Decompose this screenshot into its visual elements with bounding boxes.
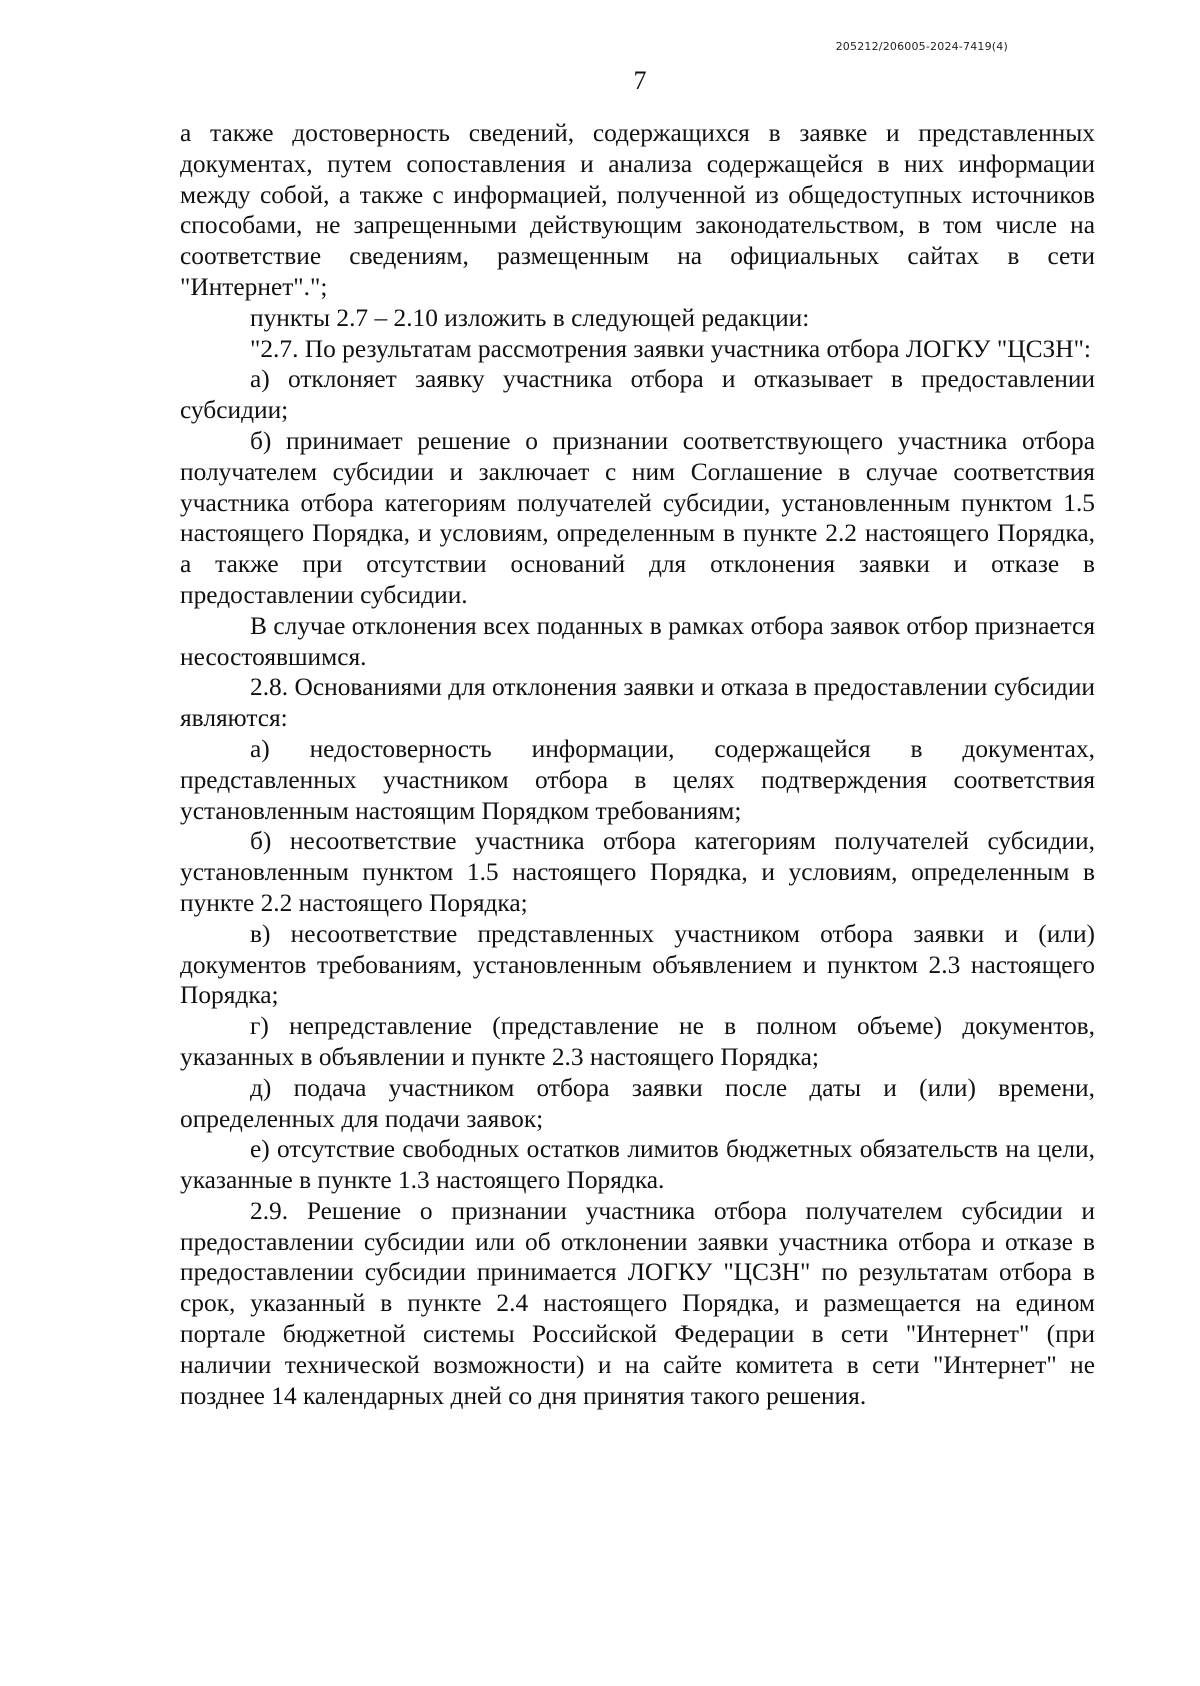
page-number: 7 [633, 66, 647, 95]
paragraph: 2.9. Решение о признании участника отбора получателем субсидии и предоставлении субсидии или об отклонении заявки участника отбора и отказе в предоставлении субсидии принимается ЛОГКУ "ЦСЗН" по результатам отбора в срок, указанный в пункте 2.4 настоящего Порядка, и размещается на едином портале бюджетной системы Российской Федерации в сети "Интернет" (при наличии технической возможности) и на сайте комитета в сети "Интернет" не позднее 14 календарных дней со дня принятия такого решения. [180, 1196, 1095, 1410]
document-id: 205212/206005-2024-7419(4) [835, 40, 1008, 53]
paragraph: г) непредставление (представление не в полном объеме) документов, указанных в объявлении и пункте 2.3 настоящего Порядка; [180, 1012, 1095, 1071]
paragraph: а) отклоняет заявку участника отбора и отказывает в предоставлении субсидии; [180, 365, 1095, 425]
paragraph: б) принимает решение о признании соответствующего участника отбора получателем субсидии и заключает с ним Соглашение в случае соответствия участника отбора категориям получателей субсидии, установленным пунктом 1.5 настоящего Порядка, и условиям, определенным в пункте 2.2 настоящего Порядка, а также при отсутствии оснований для отклонения заявки и отказе в предоставлении субсидии. [180, 426, 1095, 609]
paragraph: е) отсутствие свободных остатков лимитов бюджетных обязательств на цели, указанные в пункте 1.3 настоящего Порядка. [180, 1135, 1095, 1195]
paragraph: б) несоответствие участника отбора категориям получателей субсидии, установленным пунктом 1.5 настоящего Порядка, и условиям, определенным в пункте 2.2 настоящего Порядка; [180, 827, 1095, 917]
paragraph: д) подача участником отбора заявки после даты и (или) времени, определенных для подачи заявок; [180, 1073, 1095, 1133]
paragraph: а также достоверность сведений, содержащихся в заявке и представленных документах, путем сопоставления и анализа содержащейся в них информации между собой, а также с информацией, полученной из общедоступных источников способами, не запрещенными действующим законодательством, в том числе на соответствие сведениям, размещенным на официальных сайтах в сети "Интернет"."; [180, 119, 1095, 301]
paragraph: В случае отклонения всех поданных в рамках отбора заявок отбор признается несостоявшимся. [180, 611, 1095, 671]
paragraph: "2.7. По результатам рассмотрения заявки участника отбора ЛОГКУ "ЦСЗН": [250, 334, 1091, 363]
paragraph: а) недостоверность информации, содержащейся в документах, представленных участником отбора в целях подтверждения соответствия установленным настоящим Порядком требованиям; [180, 734, 1095, 825]
paragraph: 2.8. Основаниями для отклонения заявки и отказа в предоставлении субсидии являются: [180, 673, 1095, 733]
document-body [180, 118, 1095, 1411]
paragraph: пункты 2.7 – 2.10 изложить в следующей редакции: [250, 303, 810, 332]
paragraph: в) несоответствие представленных участником отбора заявки и (или) документов требованиям, установленным объявлением и пунктом 2.3 настоящего Порядка; [180, 919, 1095, 1010]
